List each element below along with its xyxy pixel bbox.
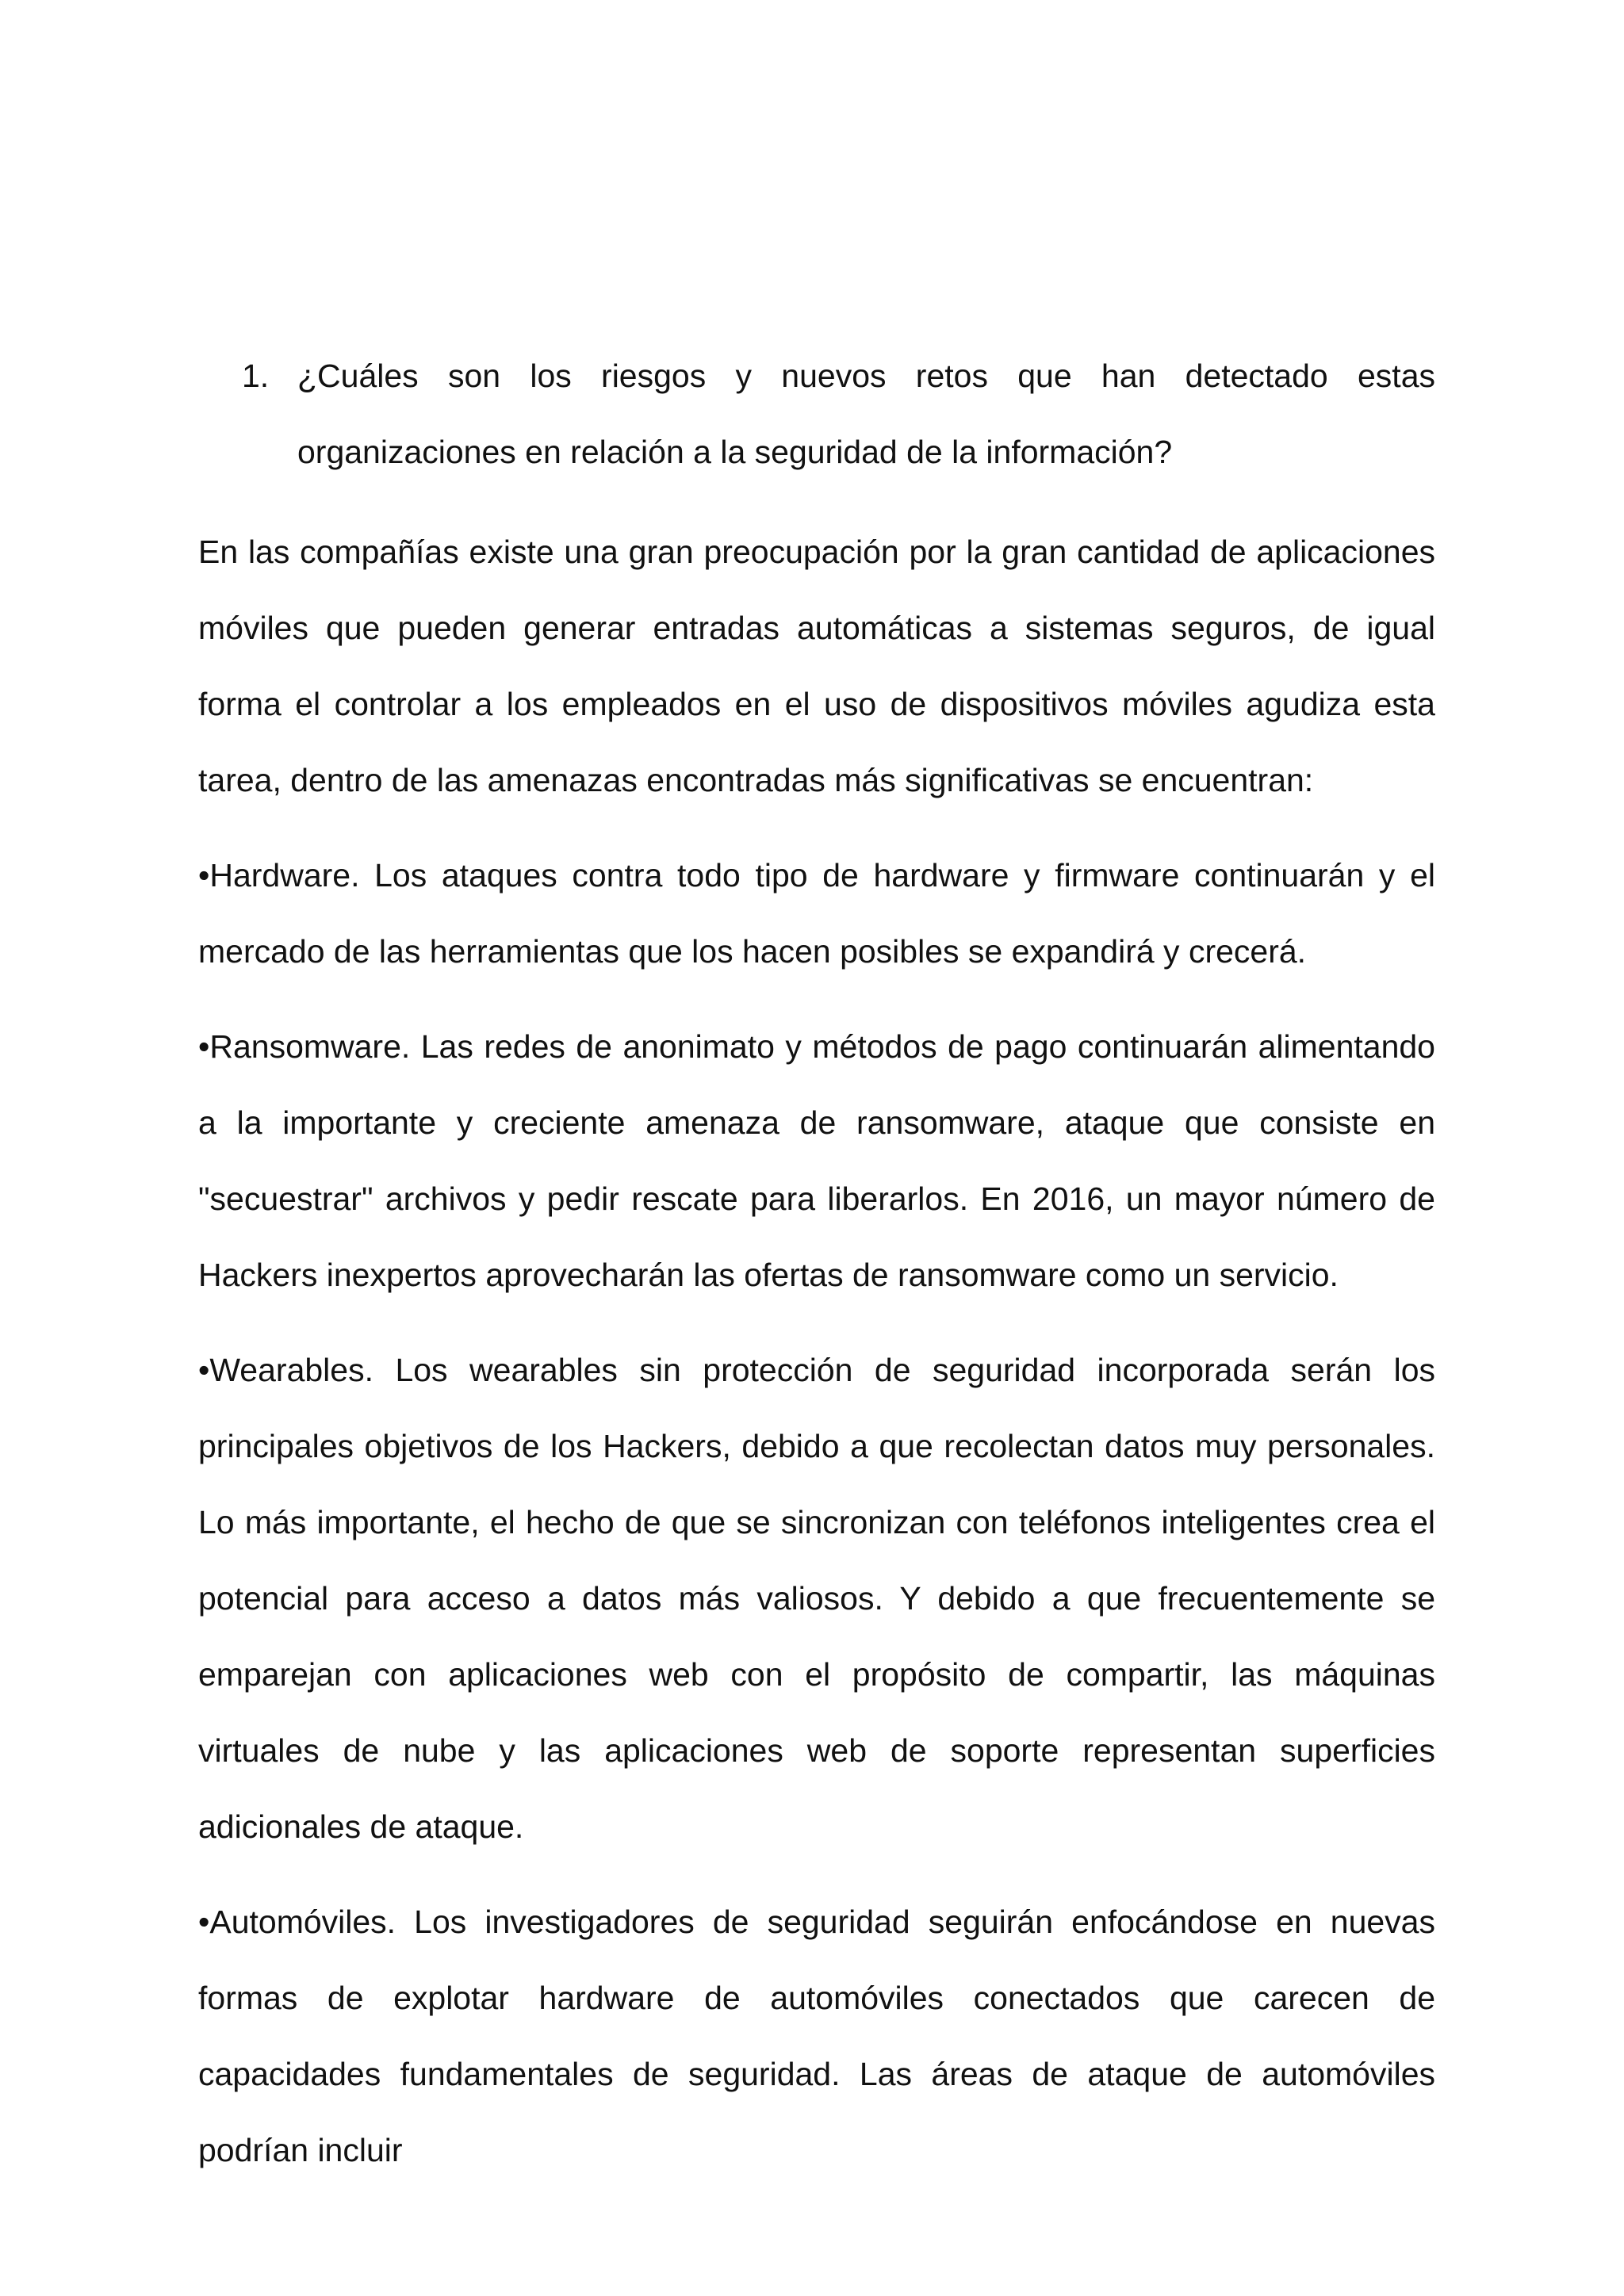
intro-paragraph: En las compañías existe una gran preocupación por la gran cantidad de aplicaciones móviles que pueden generar entradas automáticas a sistemas seguros, de igual forma el controlar a los empleados en el uso de dispositivos móviles agudiza esta tarea, dentro de las amenazas encontradas más significativas se encuentran: xyxy=(198,534,1435,798)
automoviles-paragraph: •Automóviles. Los investigadores de seguridad seguirán enfocándose en nuevas formas de explotar hardware de automóviles conectados que carecen de capacidades fundamentales de seguridad. Las áreas de ataque de automóviles podrían incluir xyxy=(198,1904,1435,2168)
ransomware-paragraph: •Ransomware. Las redes de anonimato y métodos de pago continuarán alimentando a la importante y creciente amenaza de ransomware, ataque que consiste en "secuestrar" archivos y pedir rescate para liberarlos. En 2016, un mayor número de Hackers inexpertos aprovecharán las ofertas de ransomware como un servicio. xyxy=(198,1028,1435,1293)
wearables-paragraph: •Wearables. Los wearables sin protección de seguridad incorporada serán los principales objetivos de los Hackers, debido a que recolectan datos muy personales. Lo más importante, el hecho de que se sincronizan con teléfonos inteligentes crea el potencial para acceso a datos más valiosos. Y debido a que frecuentemente se emparejan con aplicaciones web con el propósito de compartir, las máquinas virtuales de nube y las aplicaciones web de soporte representan superficies adicionales de ataque. xyxy=(198,1352,1435,1845)
question-text: ¿Cuáles son los riesgos y nuevos retos que han detectado estas organizaciones en relación a la seguridad de la información? xyxy=(297,358,1435,470)
hardware-paragraph: •Hardware. Los ataques contra todo tipo de hardware y firmware continuarán y el mercado de las herramientas que los hacen posibles se expandirá y crecerá. xyxy=(198,857,1435,970)
question-number: 1. xyxy=(242,358,270,394)
question-item xyxy=(242,338,1435,490)
